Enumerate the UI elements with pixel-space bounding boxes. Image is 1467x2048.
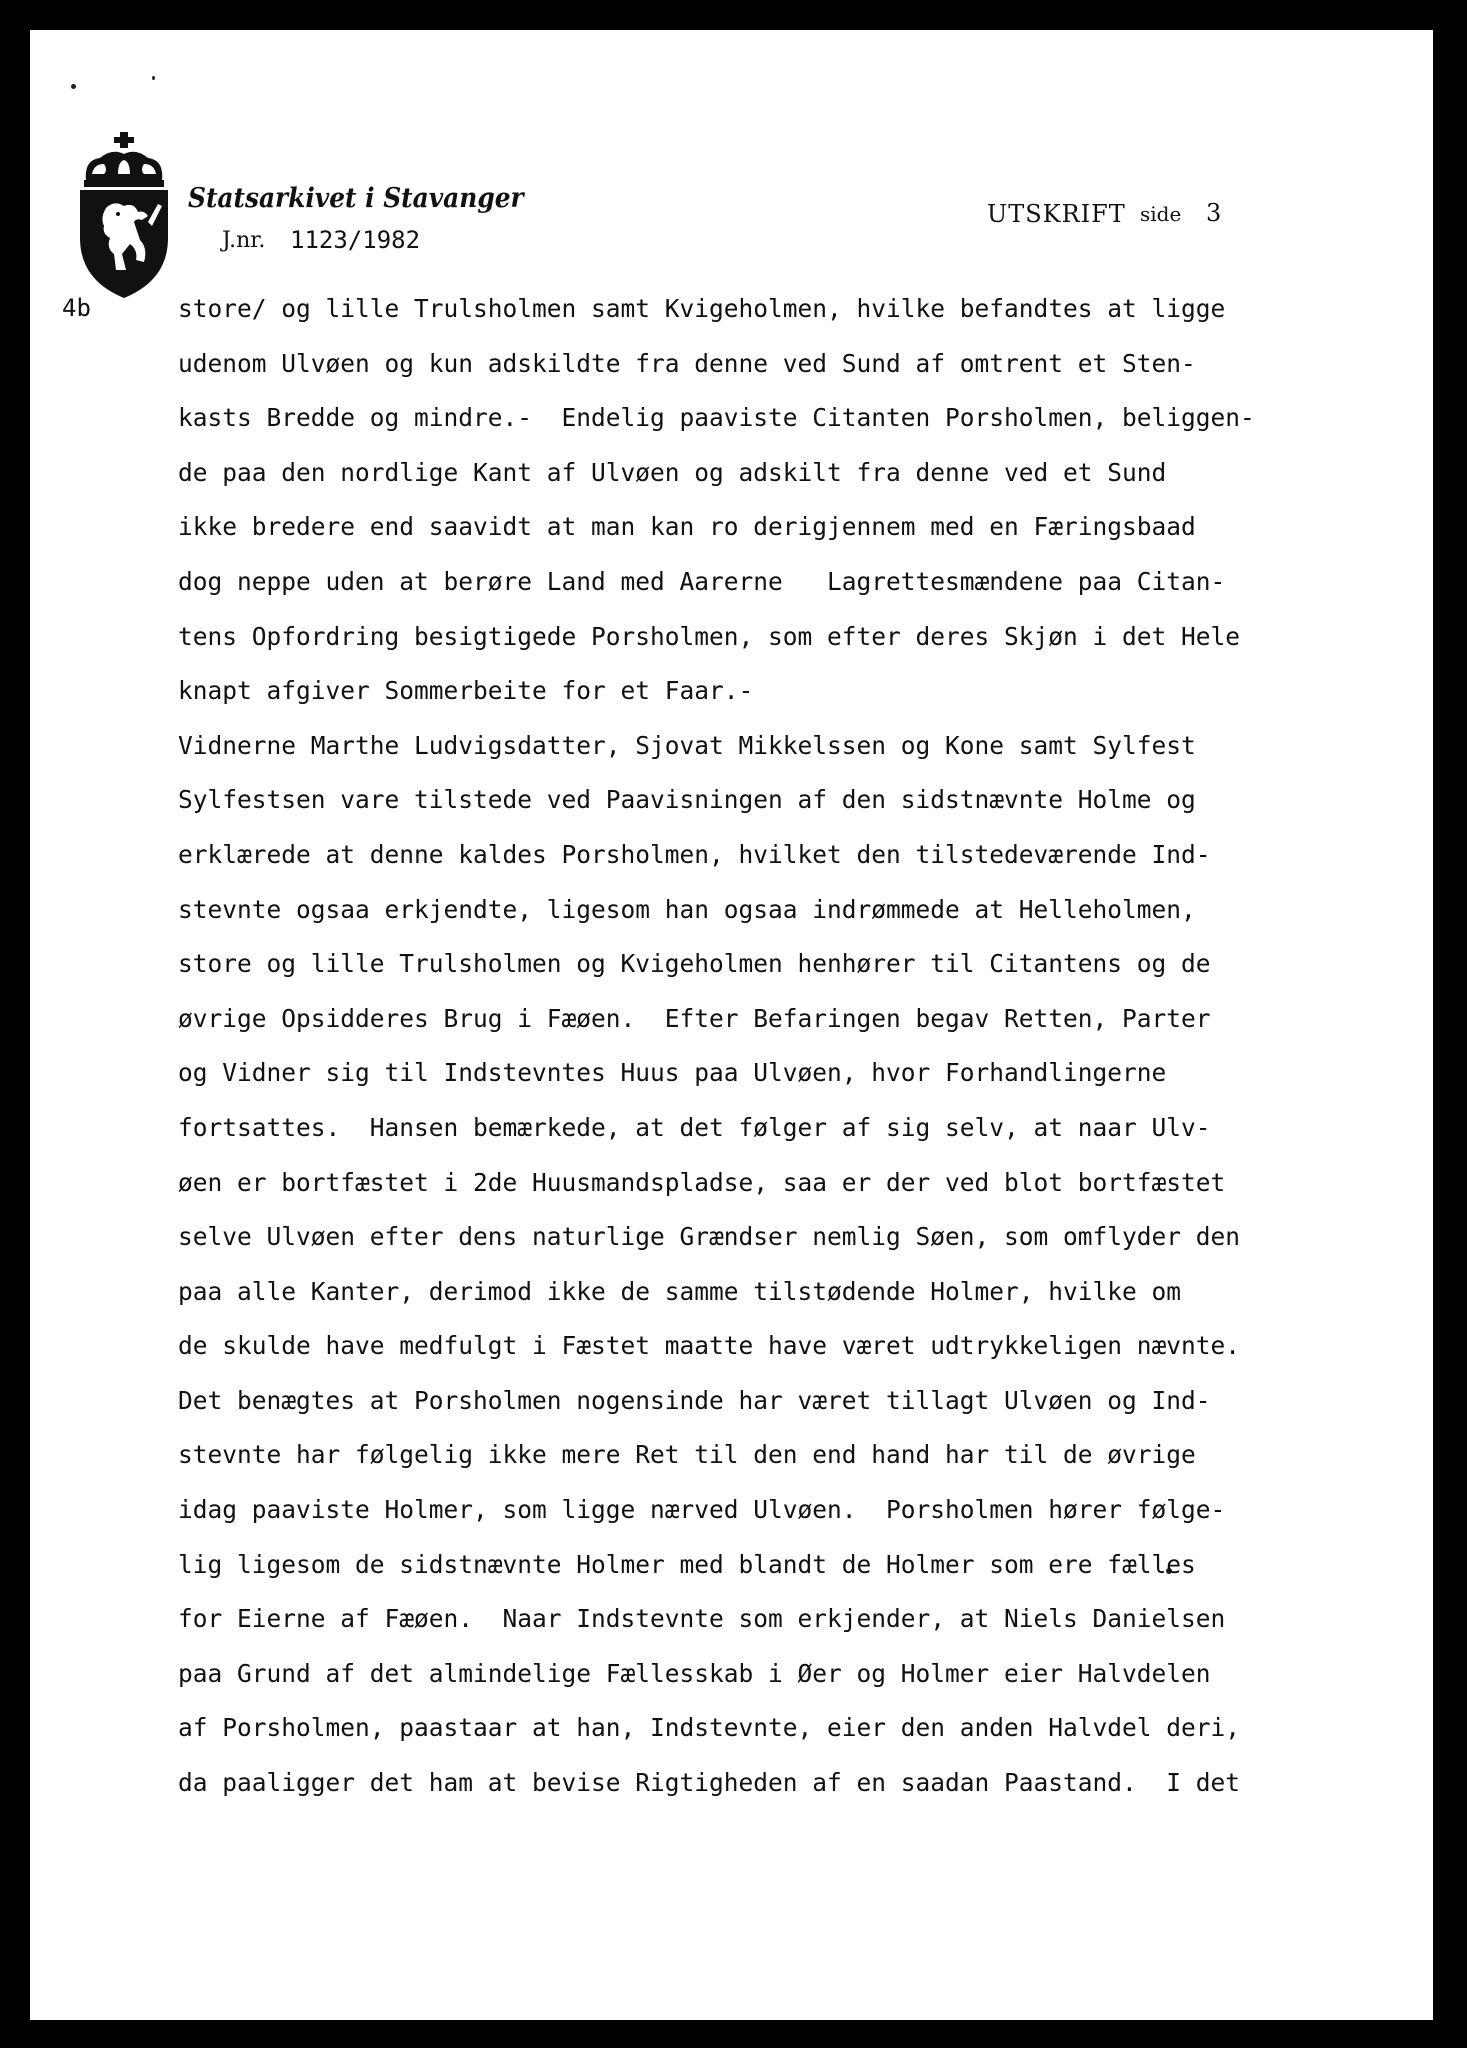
coat-of-arms-icon [78,130,170,300]
text-line: erklærede at denne kaldes Porsholmen, hvilket den tilstedeværende Ind- [178,839,1211,869]
text-line: kasts Bredde og mindre.- Endelig paaviste Citanten Porsholmen, beliggen- [178,403,1255,433]
text-line: Vidnerne Marthe Ludvigsdatter, Sjovat Mikkelssen og Kone samt Sylfest [178,730,1196,760]
text-line: af Porsholmen, paastaar at han, Indstevnte, eier den anden Halvdel deri, [178,1713,1241,1743]
text-line: dog neppe uden at berøre Land med Aarerne Lagrettesmændene paa Citan- [178,566,1226,596]
text-line: stevnte har følgelig ikke mere Ret til den end hand har til de øvrige [178,1440,1196,1470]
text-line: øen er bortfæstet i 2de Huusmandspladse, saa er der ved blot bortfæstet [178,1167,1226,1197]
page-number: 3 [1206,199,1222,227]
text-line: og Vidner sig til Indstevntes Huus paa Ulvøen, hvor Forhandlingerne [178,1058,1167,1088]
text-line: paa alle Kanter, derimod ikke de samme tilstødende Holmer, hvilke om [178,1276,1182,1306]
text-line: udenom Ulvøen og kun adskildte fra denne ved Sund af omtrent et Sten- [178,348,1196,378]
text-line: idag paaviste Holmer, som ligge nærved Ulvøen. Porsholmen hører følge- [178,1495,1226,1525]
text-line: knapt afgiver Sommerbeite for et Faar.- [178,676,754,706]
utskrift-label: UTSKRIFT [987,200,1126,228]
margin-note: 4b [62,294,91,322]
speck-mark [71,84,76,89]
text-line: store og lille Trulsholmen og Kvigeholmen henhører til Citantens og de [178,949,1211,979]
text-line: for Eierne af Fæøen. Naar Indstevnte som erkjender, at Niels Danielsen [178,1604,1226,1634]
text-line: fortsattes. Hansen bemærkede, at det følger af sig selv, at naar Ulv- [178,1112,1211,1142]
text-line: de paa den nordlige Kant af Ulvøen og adskilt fra denne ved et Sund [178,457,1167,487]
text-line: paa Grund af det almindelige Fællesskab i Øer og Holmer eier Halvdelen [178,1658,1211,1688]
text-line: store/ og lille Trulsholmen samt Kvigeholmen, hvilke befandtes at ligge [178,294,1226,323]
text-line: ikke bredere end saavidt at man kan ro derigjennem med en Færingsbaad [178,512,1196,542]
side-label: side [1140,202,1182,226]
text-line: selve Ulvøen efter dens naturlige Grændser nemlig Søen, som omflyder den [178,1222,1241,1252]
text-line: de skulde have medfulgt i Fæstet maatte have været udtrykkeligen nævnte. [178,1331,1241,1361]
transcript-body [178,289,1378,1818]
text-line: øvrige Opsidderes Brug i Fæøen. Efter Befaringen begav Retten, Parter [178,1003,1211,1033]
text-line: Sylfestsen vare tilstede ved Paavisningen af den sidstnævnte Holme og [178,785,1196,815]
text-line: Det benægtes at Porsholmen nogensinde har været tillagt Ulvøen og Ind- [178,1385,1211,1415]
institution-name: Statsarkivet i Stavanger [188,183,524,214]
text-line: stevnte ogsaa erkjendte, ligesom han ogsaa indrømmede at Helleholmen, [178,894,1196,924]
speck-mark [152,76,155,80]
text-line: da paaligger det ham at bevise Rigtigheden af en saadan Paastand. I det [178,1768,1241,1798]
journal-number-value: 1123/1982 [290,226,421,254]
journal-number-label: J.nr. [222,228,266,253]
text-line: lig ligesom de sidstnævnte Holmer med blandt de Holmer som ere fælles [178,1549,1196,1579]
text-line: tens Opfordring besigtigede Porsholmen, som efter deres Skjøn i det Hele [178,621,1241,651]
